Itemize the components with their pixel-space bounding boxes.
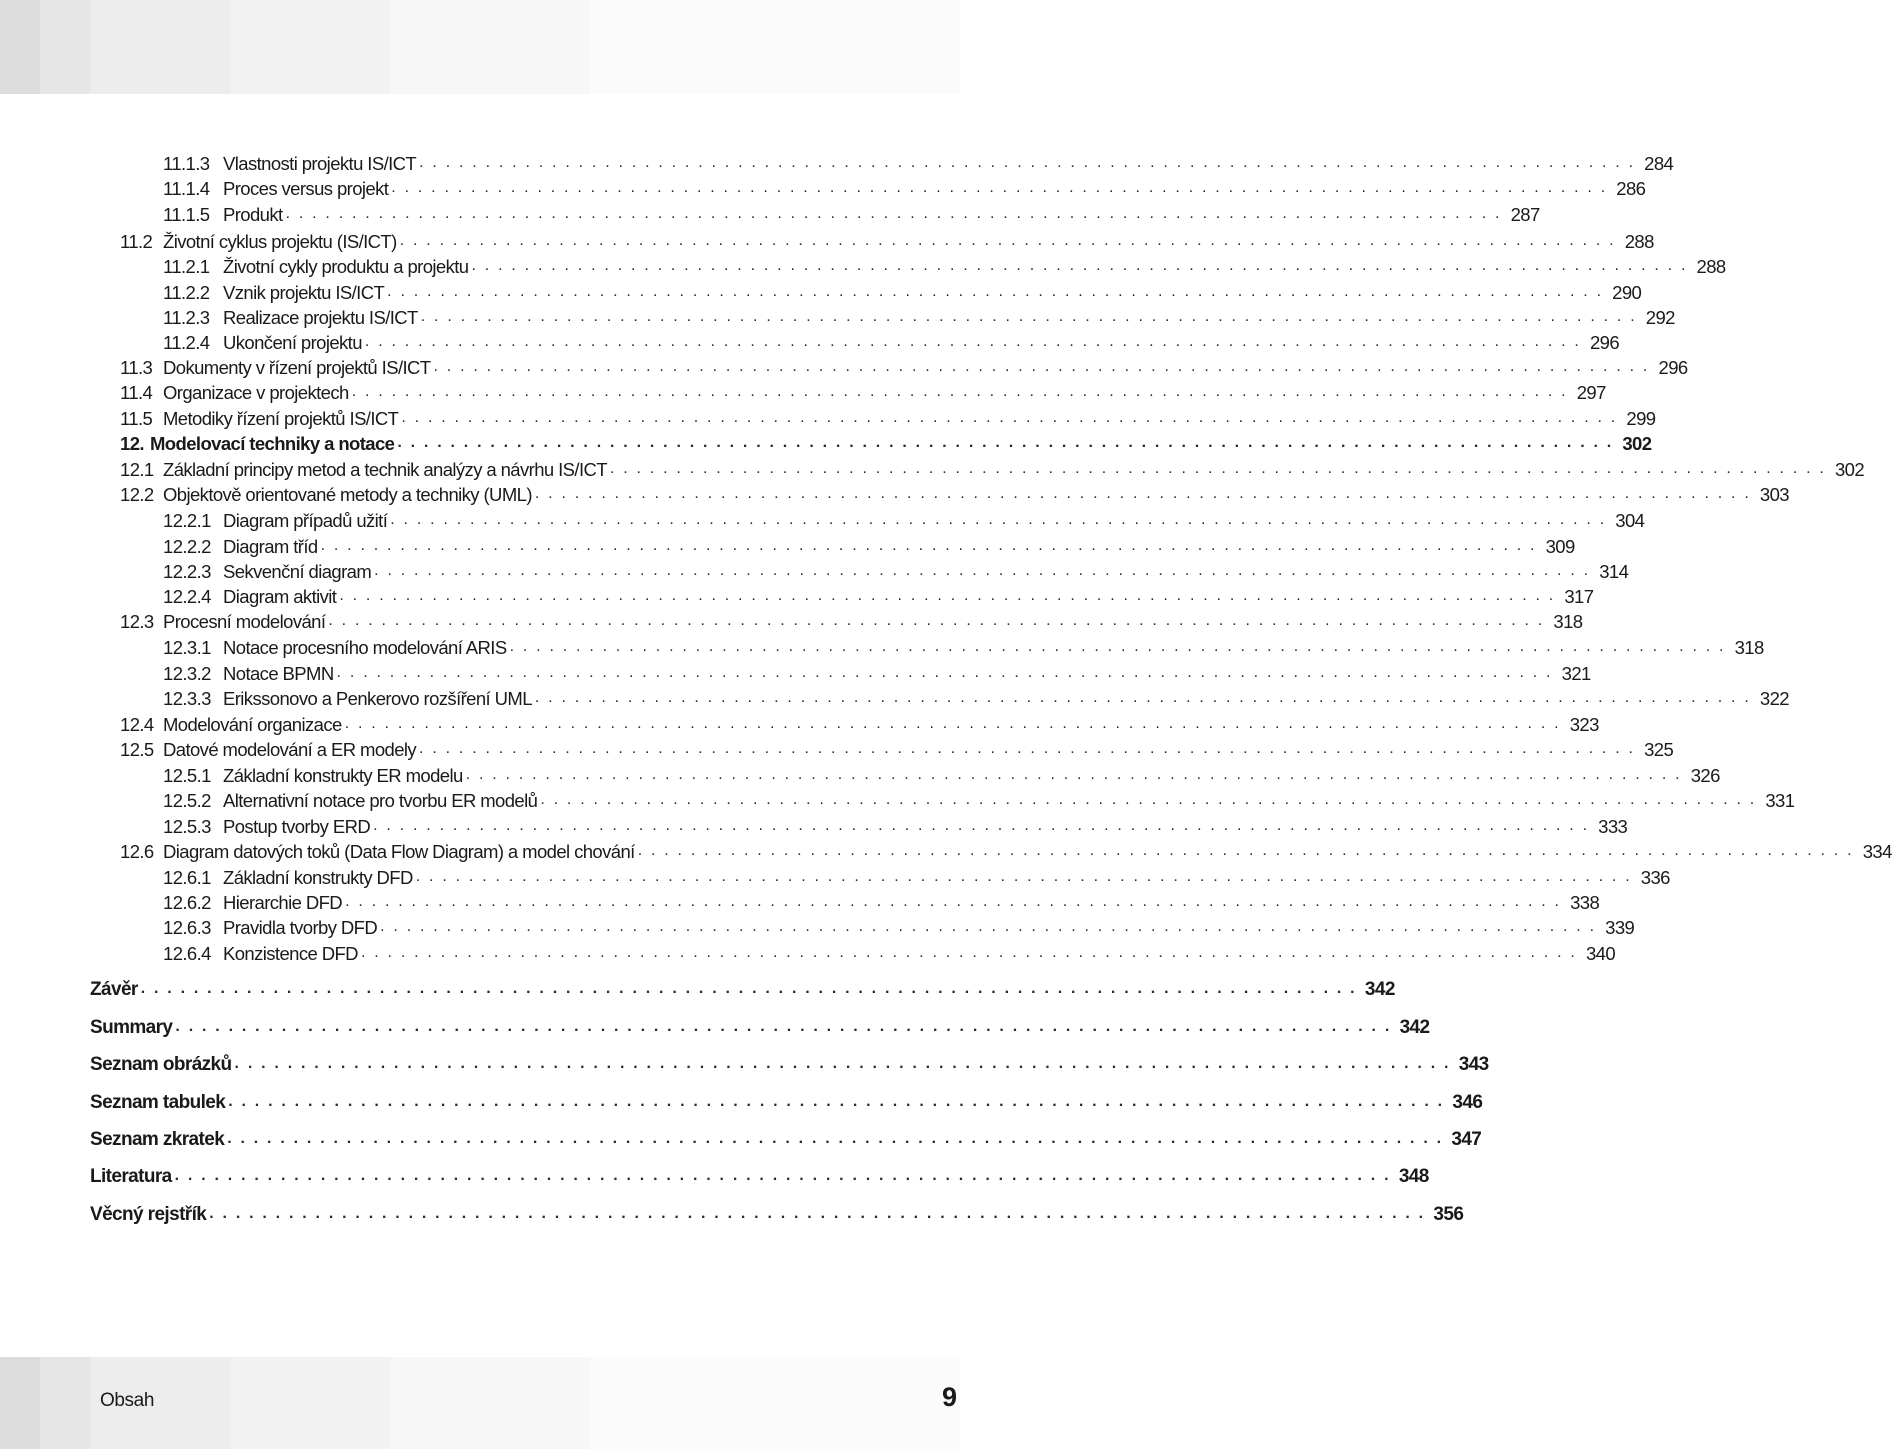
toc-entry[interactable]: [163, 253, 1726, 278]
dot-leader: . . . . . . . . . . . . . . . . . . . . . . . . . . . . . . . . . . . . . . . . . . . . . . . . . . . . . . . . . . . . . . . . . . . . . . . . . . . . . . . . . . . . . . . . . . . .: [399, 232, 1616, 249]
dot-leader: . . . . . . . . . . . . . . . . . . . . . . . . . . . . . . . . . . . . . . . . . . . . . . . . . . . . . . . . . . . . . . . . . . . . . . . . . . . . . . . . . . . . . . . . . . . .: [534, 689, 1751, 706]
toc-entry-page: 342: [1399, 1017, 1430, 1038]
toc-entry-page: 334: [1862, 841, 1892, 862]
dot-leader: . . . . . . . . . . . . . . . . . . . . . . . . . . . . . . . . . . . . . . . . . . . . . . . . . . . . . . . . . . . . . . . . . . . . . . . . . . . . . . . . . . . . . . . . . . . .: [374, 562, 1591, 579]
toc-entry[interactable]: [163, 583, 1594, 608]
toc-entry-title: Produkt: [223, 204, 283, 225]
running-footer-section: Obsah: [100, 1390, 154, 1411]
dot-leader: . . . . . . . . . . . . . . . . . . . . . . . . . . . . . . . . . . . . . . . . . . . . . . . . . . . . . . . . . . . . . . . . . . . . . . . . . . . . . . . . . . . . . . . . . . . .: [227, 1130, 1444, 1147]
toc-entry-title: Seznam zkratek: [90, 1129, 225, 1150]
toc-entry-number: 11.2.3: [163, 307, 210, 328]
toc-entry-number: 11.3: [120, 357, 153, 378]
toc-entry-page: 317: [1564, 586, 1594, 607]
toc-entry-title: Metodiky řízení projektů IS/ICT: [163, 408, 399, 429]
toc-entry-page: 296: [1589, 332, 1620, 353]
toc-entry-title: Ukončení projektu: [223, 332, 362, 353]
dot-leader: . . . . . . . . . . . . . . . . . . . . . . . . . . . . . . . . . . . . . . . . . . . . . . . . . . . . . . . . . . . . . . . . . . . . . . . . . . . . . . . . . . . . . . . . . . . .: [209, 1205, 1426, 1222]
toc-entry-number: 12.3.3: [163, 688, 211, 709]
toc-entry-page: 288: [1624, 231, 1654, 252]
toc-entry-page: 323: [1569, 714, 1599, 735]
toc-entry-page: 302: [1834, 459, 1865, 480]
toc-entry[interactable]: [120, 354, 1688, 379]
toc-entry-title: Diagram datových toků (Data Flow Diagram) a model chování: [163, 841, 635, 862]
toc-entry-title: Diagram tříd: [223, 536, 318, 557]
toc-entry[interactable]: [163, 787, 1795, 812]
toc-entry[interactable]: [120, 405, 1656, 430]
toc-entry-page: 342: [1364, 979, 1395, 1000]
toc-entry-number: 11.5: [120, 408, 153, 429]
toc-entry-number: 12.5: [120, 739, 154, 760]
toc-entry-title: Závěr: [90, 979, 138, 1000]
toc-entry-page: 304: [1615, 510, 1645, 531]
toc-entry-title: Konzistence DFD: [223, 943, 358, 964]
toc-entry-number: 12.6.4: [163, 943, 211, 964]
toc-entry-page: 318: [1553, 611, 1583, 632]
toc-entry-title: Základní principy metod a technik analýzy a návrhu IS/ICT: [163, 459, 607, 480]
dot-leader: . . . . . . . . . . . . . . . . . . . . . . . . . . . . . . . . . . . . . . . . . . . . . . . . . . . . . . . . . . . . . . . . . . . . . . . . . . . . . . . . . . . . . . . . . . . .: [390, 511, 1607, 528]
dot-leader: . . . . . . . . . . . . . . . . . . . . . . . . . . . . . . . . . . . . . . . . . . . . . . . . . . . . . . . . . . . . . . . . . . . . . . . . . . . . . . . . . . . . . . . . . . . .: [433, 358, 1650, 375]
toc-backmatter[interactable]: [90, 976, 1395, 1001]
toc-entry[interactable]: [163, 175, 1646, 200]
toc-entry-title: Základní konstrukty ER modelu: [223, 765, 463, 786]
toc-entry-number: 12.3.1: [163, 637, 211, 658]
dot-leader: . . . . . . . . . . . . . . . . . . . . . . . . . . . . . . . . . . . . . . . . . . . . . . . . . . . . . . . . . . . . . . . . . . . . . . . . . . . . . . . . . . . . . . . . . . . .: [336, 664, 1553, 681]
toc-entry-number: 12.4: [120, 714, 154, 735]
toc-entry-title: Vlastnosti projektu IS/ICT: [223, 153, 417, 174]
toc-entry-title: Alternativní notace pro tvorbu ER modelů: [223, 790, 538, 811]
toc-entry-number: 11.1.4: [163, 178, 210, 199]
dot-leader: . . . . . . . . . . . . . . . . . . . . . . . . . . . . . . . . . . . . . . . . . . . . . . . . . . . . . . . . . . . . . . . . . . . . . . . . . . . . . . . . . . . . . . . . . . . .: [509, 638, 1726, 655]
dot-leader: . . . . . . . . . . . . . . . . . . . . . . . . . . . . . . . . . . . . . . . . . . . . . . . . . . . . . . . . . . . . . . . . . . . . . . . . . . . . . . . . . . . . . . . . . . . .: [419, 154, 1636, 171]
dot-leader: . . . . . . . . . . . . . . . . . . . . . . . . . . . . . . . . . . . . . . . . . . . . . . . . . . . . . . . . . . . . . . . . . . . . . . . . . . . . . . . . . . . . . . . . . . . .: [364, 333, 1582, 350]
dot-leader: . . . . . . . . . . . . . . . . . . . . . . . . . . . . . . . . . . . . . . . . . . . . . . . . . . . . . . . . . . . . . . . . . . . . . . . . . . . . . . . . . . . . . . . . . . . .: [397, 434, 1614, 451]
toc-entry-title: Seznam obrázků: [90, 1054, 232, 1075]
dot-leader: . . . . . . . . . . . . . . . . . . . . . . . . . . . . . . . . . . . . . . . . . . . . . . . . . . . . . . . . . . . . . . . . . . . . . . . . . . . . . . . . . . . . . . . . . . . .: [534, 485, 1751, 502]
toc-entry-title: Dokumenty v řízení projektů IS/ICT: [163, 357, 431, 378]
toc-entry[interactable]: [163, 558, 1629, 583]
toc-entry-number: 12.6: [120, 841, 154, 862]
dot-leader: . . . . . . . . . . . . . . . . . . . . . . . . . . . . . . . . . . . . . . . . . . . . . . . . . . . . . . . . . . . . . . . . . . . . . . . . . . . . . . . . . . . . . . . . . . . .: [351, 383, 1568, 400]
toc-entry-page: 333: [1598, 816, 1628, 837]
toc-entry-title: Notace procesního modelování ARIS: [223, 637, 507, 658]
dot-leader: . . . . . . . . . . . . . . . . . . . . . . . . . . . . . . . . . . . . . . . . . . . . . . . . . . . . . . . . . . . . . . . . . . . . . . . . . . . . . . . . . . . . . . . . . . . .: [234, 1055, 1451, 1072]
dot-leader: . . . . . . . . . . . . . . . . . . . . . . . . . . . . . . . . . . . . . . . . . . . . . . . . . . . . . . . . . . . . . . . . . . . . . . . . . . . . . . . . . . . . . . . . . . . .: [345, 893, 1562, 910]
toc-entry-page: 296: [1658, 357, 1688, 378]
toc-entry[interactable]: [163, 329, 1620, 354]
toc-entry-title: Životní cyklus projektu (IS/ICT): [163, 231, 397, 252]
dot-leader: . . . . . . . . . . . . . . . . . . . . . . . . . . . . . . . . . . . . . . . . . . . . . . . . . . . . . . . . . . . . . . . . . . . . . . . . . . . . . . . . . . . . . . . . . . . .: [328, 612, 1545, 629]
dot-leader: . . . . . . . . . . . . . . . . . . . . . . . . . . . . . . . . . . . . . . . . . . . . . . . . . . . . . . . . . . . . . . . . . . . . . . . . . . . . . . . . . . . . . . . . . . . .: [228, 1093, 1445, 1110]
toc-entry-number: 11.4: [120, 382, 153, 403]
toc-backmatter[interactable]: [90, 1089, 1483, 1114]
dot-leader: . . . . . . . . . . . . . . . . . . . . . . . . . . . . . . . . . . . . . . . . . . . . . . . . . . . . . . . . . . . . . . . . . . . . . . . . . . . . . . . . . . . . . . . . . . . .: [391, 179, 1608, 196]
toc-entry-number: 12.5.2: [163, 790, 211, 811]
dot-leader: . . . . . . . . . . . . . . . . . . . . . . . . . . . . . . . . . . . . . . . . . . . . . . . . . . . . . . . . . . . . . . . . . . . . . . . . . . . . . . . . . . . . . . . . . . . .: [415, 868, 1632, 885]
toc-entry-title: Procesní modelování: [163, 611, 326, 632]
page-number: 9: [942, 1382, 958, 1412]
dot-leader: . . . . . . . . . . . . . . . . . . . . . . . . . . . . . . . . . . . . . . . . . . . . . . . . . . . . . . . . . . . . . . . . . . . . . . . . . . . . . . . . . . . . . . . . . . . .: [387, 283, 1604, 300]
toc-entry-page: 348: [1398, 1166, 1429, 1187]
toc-entry[interactable]: [120, 481, 1789, 506]
toc-entry-number: 12.3.2: [163, 663, 211, 684]
toc-entry-page: 297: [1576, 382, 1606, 403]
toc-entry[interactable]: [163, 762, 1720, 787]
toc-entry-page: 336: [1640, 867, 1670, 888]
dot-leader: . . . . . . . . . . . . . . . . . . . . . . . . . . . . . . . . . . . . . . . . . . . . . . . . . . . . . . . . . . . . . . . . . . . . . . . . . . . . . . . . . . . . . . . . . . . .: [637, 842, 1854, 859]
toc-entry-number: 12.: [120, 433, 144, 454]
toc-entry-title: Diagram případů užití: [223, 510, 388, 531]
dot-leader: . . . . . . . . . . . . . . . . . . . . . . . . . . . . . . . . . . . . . . . . . . . . . . . . . . . . . . . . . . . . . . . . . . . . . . . . . . . . . . . . . . . . . . . . . . . .: [609, 460, 1827, 477]
toc-entry-page: 314: [1599, 561, 1629, 582]
toc-entry-number: 11.1.3: [163, 153, 210, 174]
toc-entry-page: 288: [1696, 256, 1726, 277]
toc-entry-page: 331: [1765, 790, 1795, 811]
toc-entry-page: 326: [1690, 765, 1720, 786]
toc-entry-page: 340: [1585, 943, 1616, 964]
dot-leader: . . . . . . . . . . . . . . . . . . . . . . . . . . . . . . . . . . . . . . . . . . . . . . . . . . . . . . . . . . . . . . . . . . . . . . . . . . . . . . . . . . . . . . . . . . . .: [465, 766, 1682, 783]
dot-leader: . . . . . . . . . . . . . . . . . . . . . . . . . . . . . . . . . . . . . . . . . . . . . . . . . . . . . . . . . . . . . . . . . . . . . . . . . . . . . . . . . . . . . . . . . . . .: [471, 257, 1688, 274]
toc-entry-title: Hierarchie DFD: [223, 892, 343, 913]
toc-entry-title: Datové modelování a ER modely: [163, 739, 417, 760]
dot-leader: . . . . . . . . . . . . . . . . . . . . . . . . . . . . . . . . . . . . . . . . . . . . . . . . . . . . . . . . . . . . . . . . . . . . . . . . . . . . . . . . . . . . . . . . . . . .: [175, 1018, 1392, 1035]
toc-entry-title: Modelovací techniky a notace: [150, 433, 395, 454]
toc-entry-page: 292: [1645, 307, 1675, 328]
dot-leader: . . . . . . . . . . . . . . . . . . . . . . . . . . . . . . . . . . . . . . . . . . . . . . . . . . . . . . . . . . . . . . . . . . . . . . . . . . . . . . . . . . . . . . . . . . . .: [360, 944, 1578, 961]
toc-entry-page: 287: [1510, 204, 1540, 225]
toc-entry[interactable]: [120, 711, 1599, 736]
dot-leader: . . . . . . . . . . . . . . . . . . . . . . . . . . . . . . . . . . . . . . . . . . . . . . . . . . . . . . . . . . . . . . . . . . . . . . . . . . . . . . . . . . . . . . . . . . . .: [401, 409, 1618, 426]
toc-entry[interactable]: [163, 685, 1789, 710]
toc-entry[interactable]: [163, 201, 1540, 226]
toc-entry-title: Proces versus projekt: [223, 178, 389, 199]
toc-entry-title: Notace BPMN: [223, 663, 334, 684]
dot-leader: . . . . . . . . . . . . . . . . . . . . . . . . . . . . . . . . . . . . . . . . . . . . . . . . . . . . . . . . . . . . . . . . . . . . . . . . . . . . . . . . . . . . . . . . . . . .: [339, 587, 1556, 604]
toc-entry[interactable]: [120, 736, 1674, 761]
toc-entry-title: Diagram aktivit: [223, 586, 337, 607]
toc-entry-title: Organizace v projektech: [163, 382, 349, 403]
toc-entry-page: 343: [1458, 1054, 1489, 1075]
toc-entry-page: 339: [1605, 917, 1635, 938]
toc-entry-number: 12.2.1: [163, 510, 211, 531]
toc-entry[interactable]: [163, 533, 1575, 558]
toc-entry-page: 346: [1452, 1092, 1483, 1113]
toc-entry-title: Seznam tabulek: [90, 1092, 226, 1113]
toc-entry-title: Summary: [90, 1017, 173, 1038]
toc-entry-title: Základní konstrukty DFD: [223, 867, 413, 888]
dot-leader: . . . . . . . . . . . . . . . . . . . . . . . . . . . . . . . . . . . . . . . . . . . . . . . . . . . . . . . . . . . . . . . . . . . . . . . . . . . . . . . . . . . . . . . . . . . .: [344, 715, 1561, 732]
toc-entry-number: 11.1.5: [163, 204, 210, 225]
toc-entry-title: Životní cykly produktu a projektu: [223, 256, 469, 277]
toc-entry-page: 299: [1626, 408, 1656, 429]
dot-leader: . . . . . . . . . . . . . . . . . . . . . . . . . . . . . . . . . . . . . . . . . . . . . . . . . . . . . . . . . . . . . . . . . . . . . . . . . . . . . . . . . . . . . . . . . . . .: [320, 537, 1537, 554]
toc-entry-number: 12.5.1: [163, 765, 211, 786]
toc-entry-title: Sekvenční diagram: [223, 561, 372, 582]
toc-entry-title: Vznik projektu IS/ICT: [223, 282, 385, 303]
toc-entry-page: 356: [1433, 1204, 1464, 1225]
toc-entry-number: 12.3: [120, 611, 154, 632]
toc-entry[interactable]: [163, 150, 1674, 175]
dot-leader: . . . . . . . . . . . . . . . . . . . . . . . . . . . . . . . . . . . . . . . . . . . . . . . . . . . . . . . . . . . . . . . . . . . . . . . . . . . . . . . . . . . . . . . . . . . .: [174, 1167, 1391, 1184]
toc-entry[interactable]: [163, 940, 1616, 965]
toc-entry[interactable]: [163, 914, 1635, 939]
toc-entry-number: 12.6.2: [163, 892, 211, 913]
toc-entry-number: 12.2.2: [163, 536, 211, 557]
toc-entry-page: 338: [1570, 892, 1600, 913]
toc-entry-number: 12.1: [120, 459, 154, 480]
toc-entry-page: 321: [1561, 663, 1591, 684]
toc-entry-number: 12.6.1: [163, 867, 211, 888]
toc-entry[interactable]: [163, 889, 1600, 914]
dot-leader: . . . . . . . . . . . . . . . . . . . . . . . . . . . . . . . . . . . . . . . . . . . . . . . . . . . . . . . . . . . . . . . . . . . . . . . . . . . . . . . . . . . . . . . . . . . .: [420, 308, 1637, 325]
toc-entry-title: Realizace projektu IS/ICT: [223, 307, 418, 328]
toc-entry-page: 290: [1612, 282, 1642, 303]
toc-entry-title: Erikssonovo a Penkerovo rozšíření UML: [223, 688, 532, 709]
toc-entry-title: Věcný rejstřík: [90, 1204, 207, 1225]
toc-entry[interactable]: [120, 228, 1654, 253]
toc-entry[interactable]: [163, 813, 1628, 838]
dot-leader: . . . . . . . . . . . . . . . . . . . . . . . . . . . . . . . . . . . . . . . . . . . . . . . . . . . . . . . . . . . . . . . . . . . . . . . . . . . . . . . . . . . . . . . . . . . .: [540, 791, 1757, 808]
toc-entry-number: 11.2.2: [163, 282, 210, 303]
toc-entry[interactable]: [163, 507, 1645, 532]
toc-entry-page: 318: [1734, 637, 1764, 658]
toc-entry-title: Pravidla tvorby DFD: [223, 917, 378, 938]
toc-entry-number: 12.2.4: [163, 586, 211, 607]
toc-backmatter[interactable]: [90, 1014, 1430, 1039]
toc-entry-page: 286: [1616, 178, 1646, 199]
toc-entry-page: 303: [1759, 484, 1789, 505]
toc-entry[interactable]: [163, 864, 1670, 889]
toc-entry[interactable]: [163, 634, 1764, 659]
toc-entry-number: 11.2: [120, 231, 153, 252]
toc-entry-number: 12.5.3: [163, 816, 211, 837]
toc-entry-number: 11.2.1: [163, 256, 210, 277]
toc-entry-page: 309: [1545, 536, 1575, 557]
dot-leader: . . . . . . . . . . . . . . . . . . . . . . . . . . . . . . . . . . . . . . . . . . . . . . . . . . . . . . . . . . . . . . . . . . . . . . . . . . . . . . . . . . . . . . . . . . . .: [285, 205, 1502, 222]
toc-entry[interactable]: [163, 660, 1591, 685]
toc-backmatter[interactable]: [90, 1201, 1464, 1226]
toc-backmatter[interactable]: [90, 1126, 1482, 1151]
toc-entry-title: Objektově orientované metody a techniky (UML): [163, 484, 532, 505]
dot-leader: . . . . . . . . . . . . . . . . . . . . . . . . . . . . . . . . . . . . . . . . . . . . . . . . . . . . . . . . . . . . . . . . . . . . . . . . . . . . . . . . . . . . . . . . . . . .: [419, 740, 1636, 757]
toc-entry-title: Literatura: [90, 1166, 172, 1187]
toc-entry[interactable]: [163, 279, 1642, 304]
toc-entry-page: 347: [1451, 1129, 1482, 1150]
toc-entry[interactable]: [163, 304, 1675, 329]
toc-entry-title: Postup tvorby ERD: [223, 816, 371, 837]
toc-entry-number: 12.2.3: [163, 561, 211, 582]
toc-chapter[interactable]: [120, 430, 1652, 455]
toc-entry-number: 12.6.3: [163, 917, 211, 938]
toc-backmatter[interactable]: [90, 1163, 1429, 1188]
dot-leader: . . . . . . . . . . . . . . . . . . . . . . . . . . . . . . . . . . . . . . . . . . . . . . . . . . . . . . . . . . . . . . . . . . . . . . . . . . . . . . . . . . . . . . . . . . . .: [140, 980, 1357, 997]
toc-entry-page: 284: [1644, 153, 1674, 174]
toc-entry-page: 322: [1759, 688, 1789, 709]
toc-entry-page: 302: [1622, 433, 1652, 454]
toc-entry[interactable]: [120, 456, 1865, 481]
dot-leader: . . . . . . . . . . . . . . . . . . . . . . . . . . . . . . . . . . . . . . . . . . . . . . . . . . . . . . . . . . . . . . . . . . . . . . . . . . . . . . . . . . . . . . . . . . . .: [380, 918, 1597, 935]
toc-entry-number: 12.2: [120, 484, 154, 505]
toc-backmatter[interactable]: [90, 1051, 1489, 1076]
toc-entry-number: 11.2.4: [163, 332, 210, 353]
toc-entry[interactable]: [120, 379, 1606, 404]
dot-leader: . . . . . . . . . . . . . . . . . . . . . . . . . . . . . . . . . . . . . . . . . . . . . . . . . . . . . . . . . . . . . . . . . . . . . . . . . . . . . . . . . . . . . . . . . . . .: [373, 817, 1590, 834]
toc-entry-page: 325: [1644, 739, 1674, 760]
toc-entry-title: Modelování organizace: [163, 714, 342, 735]
toc-entry[interactable]: [120, 608, 1583, 633]
toc-entry[interactable]: [120, 838, 1892, 863]
